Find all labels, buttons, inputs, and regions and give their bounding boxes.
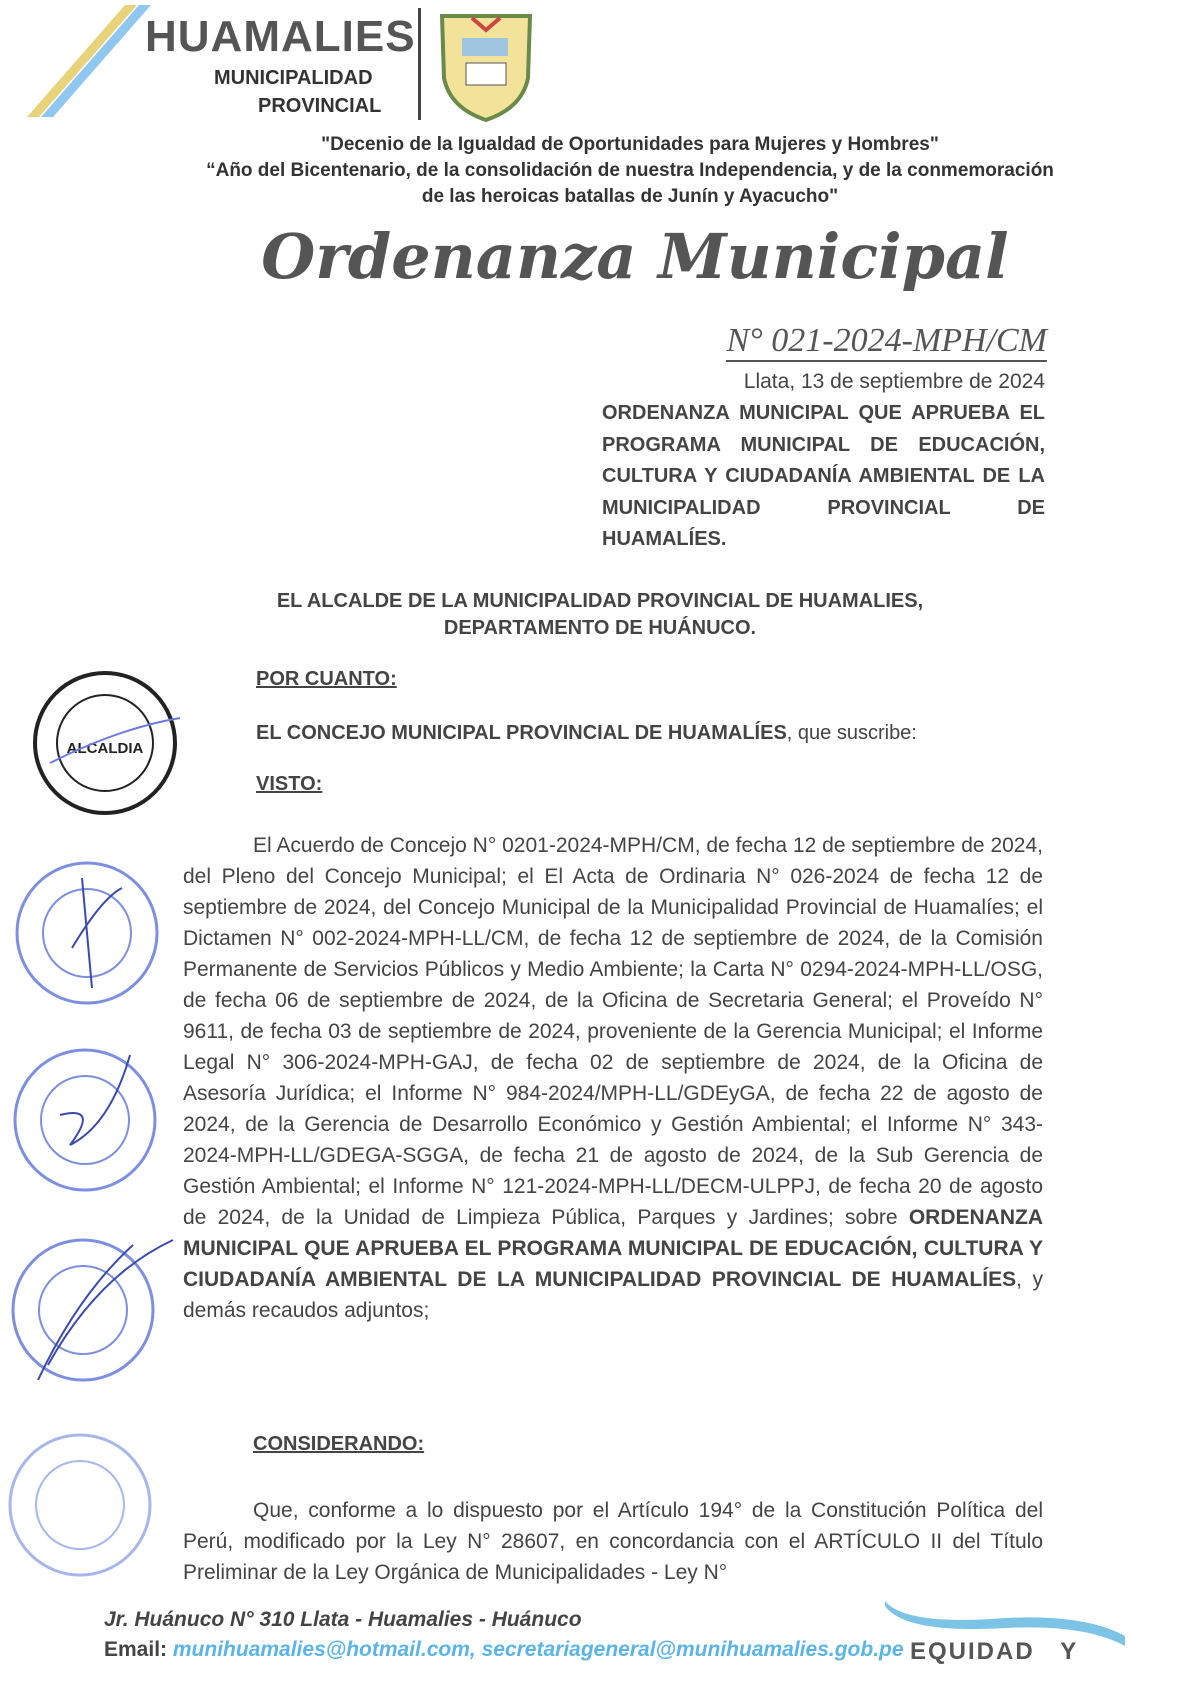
por-cuanto-heading: POR CUANTO: [256,668,397,690]
issuer-line: EL ALCALDE DE LA MUNICIPALIDAD PROVINCIAL DE HUAMALIES, [276,590,924,612]
logo-name: HUAMALIES [145,12,416,61]
alcaldia-stamp-icon [30,668,185,818]
gerencia-stamp-icon [12,858,167,1008]
considerando-text: Que, conforme a lo dispuesto por el Artículo 194° de la Constitución Política del Perú, modificado por la Ley N° 28607, en concordancia con el ARTÍCULO II del Título Preliminar de la Ley Orgánica de Municipalidades - Ley N° [183,1499,1043,1584]
logo-subtitle: PROVINCIAL [258,95,382,117]
secretaria-stamp-icon [10,1045,165,1195]
logo-subtitle: MUNICIPALIDAD [214,67,373,89]
footer-address: Jr. Huánuco N° 310 Llata - Huamalies - Huánuco [104,1608,582,1631]
document-date: Llata, 13 de septiembre de 2024 [743,370,1045,393]
visto-end: , y demás recaudos adjuntos; [183,1268,1043,1322]
decade-quote: "Decenio de la Igualdad de Oportunidades para Mujeres y Hombres" [321,134,939,155]
ordinance-number: N° 021-2024-MPH/CM [726,322,1047,362]
ordinance-summary: ORDENANZA MUNICIPAL QUE APRUEBA EL PROGRAMA MUNICIPAL DE EDUCACIÓN, CULTURA Y CIUDADANÍA AMBIENTAL DE LA MUNICIPALIDAD PROVINCIAL DE HUAMALÍES. [602,402,1045,550]
visto-paragraph [183,830,1043,1326]
considerando-paragraph [183,1495,1043,1588]
gerencia-desarrollo-stamp-icon [5,1430,160,1580]
logo-stripes-icon [25,5,155,120]
visto-text: El Acuerdo de Concejo N° 0201-2024-MPH/CM, de fecha 12 de septiembre de 2024, del Pleno del Concejo Municipal; el El Acta de Ordinaria N° 026-2024 de fecha 12 de septiembre de 2024, del Concejo Municipal de la Municipalidad Provincial de Huamalíes; el Dictamen N° 002-2024-MPH-LL/CM, de fecha 12 de septiembre de 2024, de la Comisión Permanente de Servicios Públicos y Medio Ambiente; la Carta N° 0294-2024-MPH-LL/OSG, de fecha 06 de septiembre de 2024, de la Oficina de Secretaria General; el Proveído N° 9611, de fecha 03 de septiembre de 2024, proveniente de la Gerencia Municipal; el Informe Legal N° 306-2024-MPH-GAJ, de fecha 02 de septiembre de 2024, de la Oficina de Asesoría Jurídica; el Informe N° 984-2024/MPH-LL/GDEyGA, de fecha 22 de agosto de 2024, de la Gerencia de Desarrollo Económico y Gestión Ambiental; el Informe N° 343-2024-MPH-LL/GDEGA-SGGA, de fecha 21 de agosto de 2024, de la Sub Gerencia de Gestión Ambiental; el Informe N° 121-2024-MPH-LL/DECM-ULPPJ, de fecha 20 de agosto de 2024, de la Unidad de Limpieza Pública, Parques y Jardines; sobre [183,834,1043,1229]
concejo-rest: , que suscribe: [786,722,917,744]
email-label: Email: [104,1638,168,1661]
logo-divider [418,8,421,120]
year-quote: “Año del Bicentenario, de la consolidación de nuestra Independencia, y de la conmemoración de las heroicas batallas de Junín y Ayacucho" [206,160,1054,207]
concejo-line [256,722,917,745]
footer-email [104,1638,904,1662]
svg-text:ALCALDIA: ALCALDIA [66,740,144,757]
considerando-heading: CONSIDERANDO: [253,1433,425,1455]
issuer-line: DEPARTAMENTO DE HUÁNUCO. [443,617,757,639]
email-links[interactable]: munihuamalies@hotmail.com, secretariageneral@munihuamalies.gob.pe [172,1638,904,1661]
issuer-heading [250,588,950,642]
footer-slogan: EQUIDAD Y [910,1638,1079,1665]
header-quotes [200,132,1060,210]
coat-of-arms-icon [432,8,540,126]
visto-subject: ORDENANZA MUNICIPAL QUE APRUEBA EL PROGRAMA MUNICIPAL DE EDUCACIÓN, CULTURA Y CIUDADANÍA AMBIENTAL DE LA MUNICIPALIDAD PROVINCIAL DE HUAMALÍES [183,1206,1043,1291]
visto-heading: VISTO: [256,773,323,795]
concejo-name: EL CONCEJO MUNICIPAL PROVINCIAL DE HUAMALÍES [256,722,787,744]
asesoria-stamp-icon [8,1235,178,1385]
document-title: Ordenanza Municipal [261,220,1009,293]
